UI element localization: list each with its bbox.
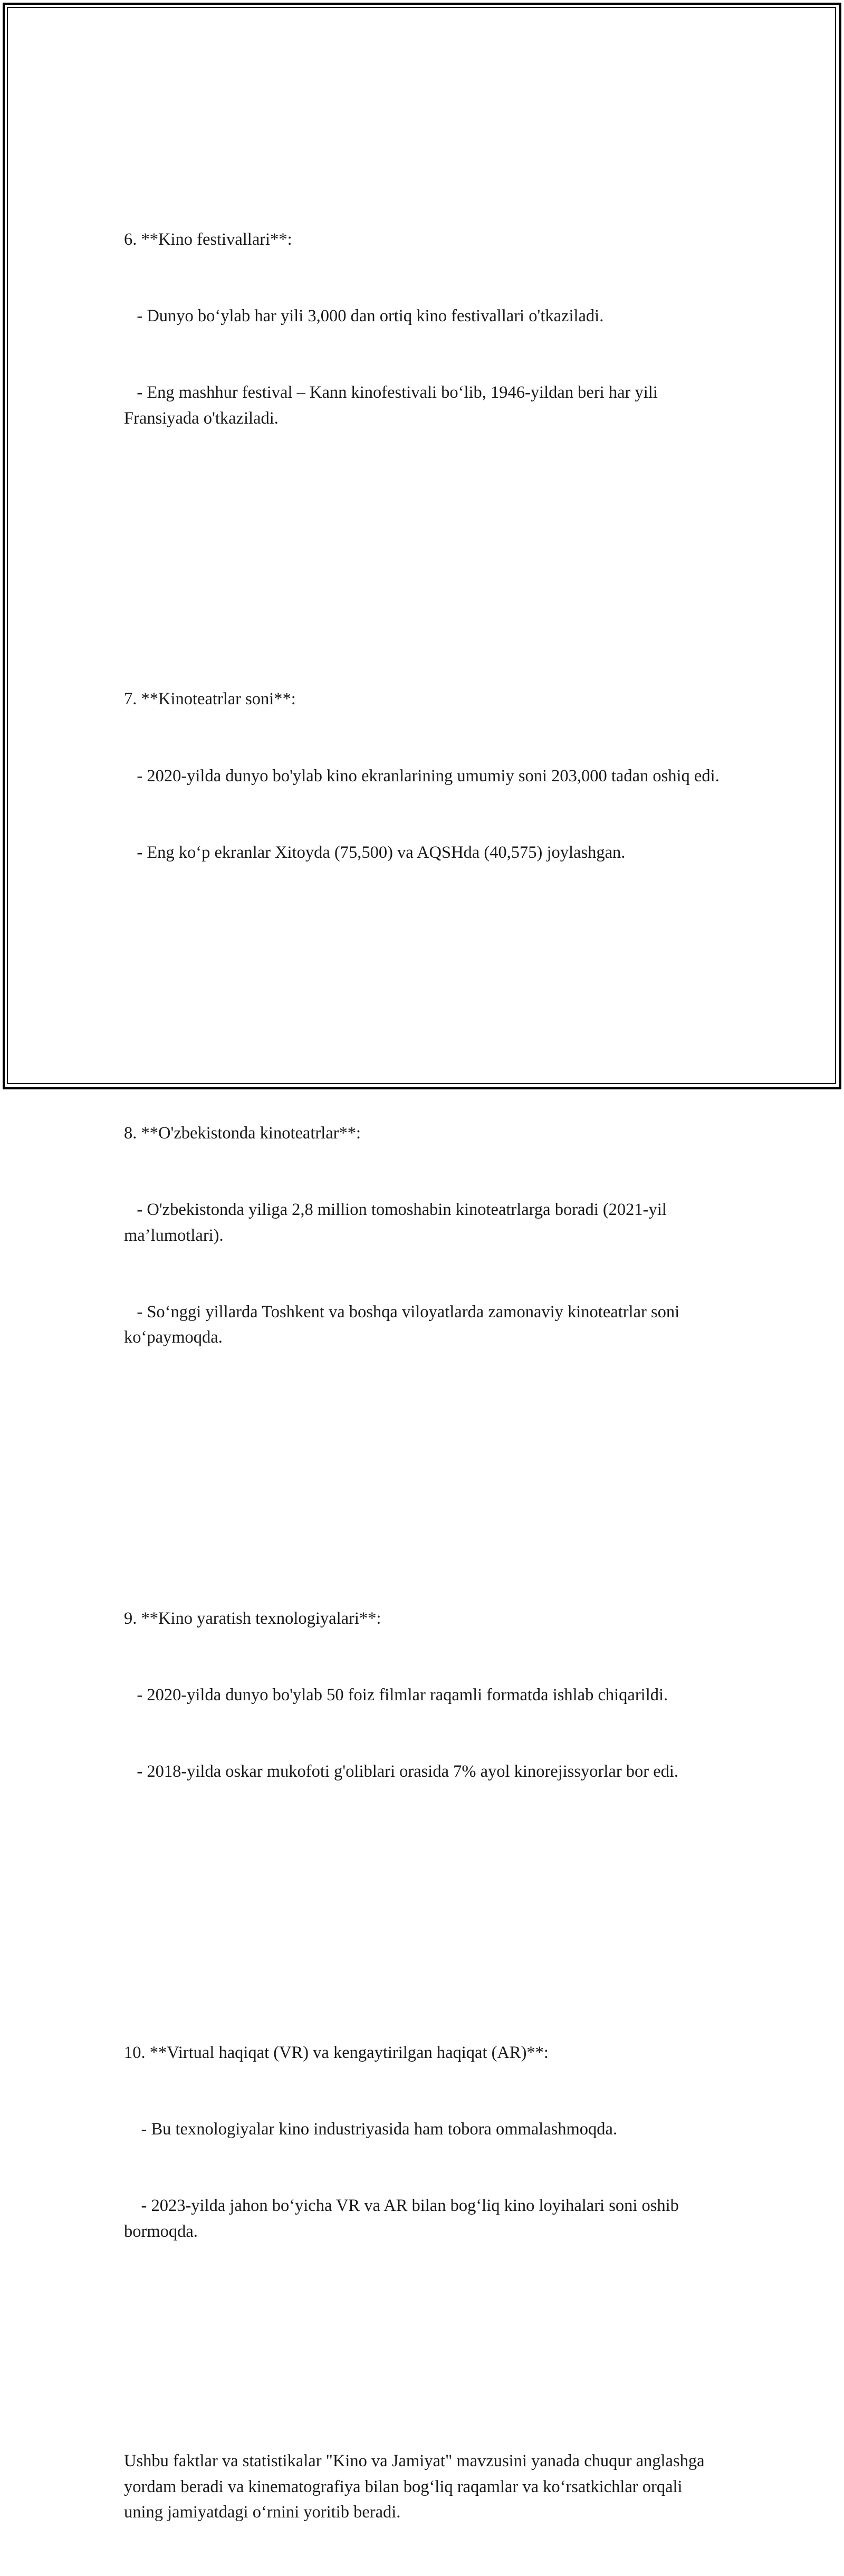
section-heading: 10. **Virtual haqiqat (VR) va kengaytirilgan haqiqat (AR)**: [124,2043,549,2062]
paragraph-gap [124,1886,723,1912]
section-kino-yaratish-texnologiyalari [124,1555,723,1835]
list-item: - 2020-yilda dunyo bo'ylab 50 foiz filmlar raqamli formatda ishlab chiqarildi. [124,1686,668,1705]
list-item: - Bu texnologiyalar kino industriyasida ham tobora ommalashmoqda. [124,2120,618,2139]
paragraph-gap [124,2347,723,2372]
paragraph-gap [124,968,723,993]
list-item: - 2020-yilda dunyo bo'ylab kino ekranlarining umumiy soni 203,000 tadan oshiq edi. [124,766,720,786]
list-item: - 2023-yilda jahon bo‘yicha VR va AR bilan bog‘liq kino loyihalari soni oshib bormoqda. [124,2196,684,2241]
section-heading: 6. **Kino festivallari**: [124,230,292,250]
section-virtual-haqiqat [124,1989,723,2295]
list-item: - O'zbekistonda yiliga 2,8 million tomoshabin kinoteatrlarga boradi (2021-yil ma’lumotlari). [124,1200,671,1245]
document-body [124,99,723,2576]
list-item: - 2018-yilda oskar mukofoti g'oliblari orasida 7% ayol kinorejissyorlar bor edi. [124,1762,679,1782]
list-item: - Eng ko‘p ekranlar Xitoyda (75,500) va AQSHda (40,575) joylashgan. [124,842,626,862]
list-item: - So‘nggi yillarda Toshkent va boshqa viloyatlarda zamonaviy kinoteatrlar soni ko‘paymoqda. [124,1303,684,1347]
section-kinoteatrlar-soni [124,636,723,916]
section-kino-festivallari [124,176,723,482]
list-item: - Eng mashhur festival – Kann kinofestivali bo‘lib, 1946-yildan beri har yili Fransiyada o'tkaziladi. [124,383,662,428]
paragraph-gap [124,1453,723,1478]
section-heading: 7. **Kinoteatrlar soni**: [124,690,296,709]
conclusion-paragraph: Ushbu faktlar va statistikalar "Kino va Jamiyat" mavzusini yanada chuqur anglashga yordam beradi va kinematografiya bilan bog‘liq raqamlar va ko‘rsatkichlar orqali uning jamiyatdagi o‘rnini yoritib beradi. [124,2451,709,2522]
paragraph-gap [124,533,723,559]
section-heading: 9. **Kino yaratish texnologiyalari**: [124,1608,381,1628]
section-heading: 8. **O'zbekistonda kinoteatrlar**: [124,1124,361,1143]
section-ozbekistonda-kinoteatrlar [124,1069,723,1401]
list-item: - Dunyo bo‘ylab har yili 3,000 dan ortiq kino festivallari o'tkaziladi. [124,307,604,326]
